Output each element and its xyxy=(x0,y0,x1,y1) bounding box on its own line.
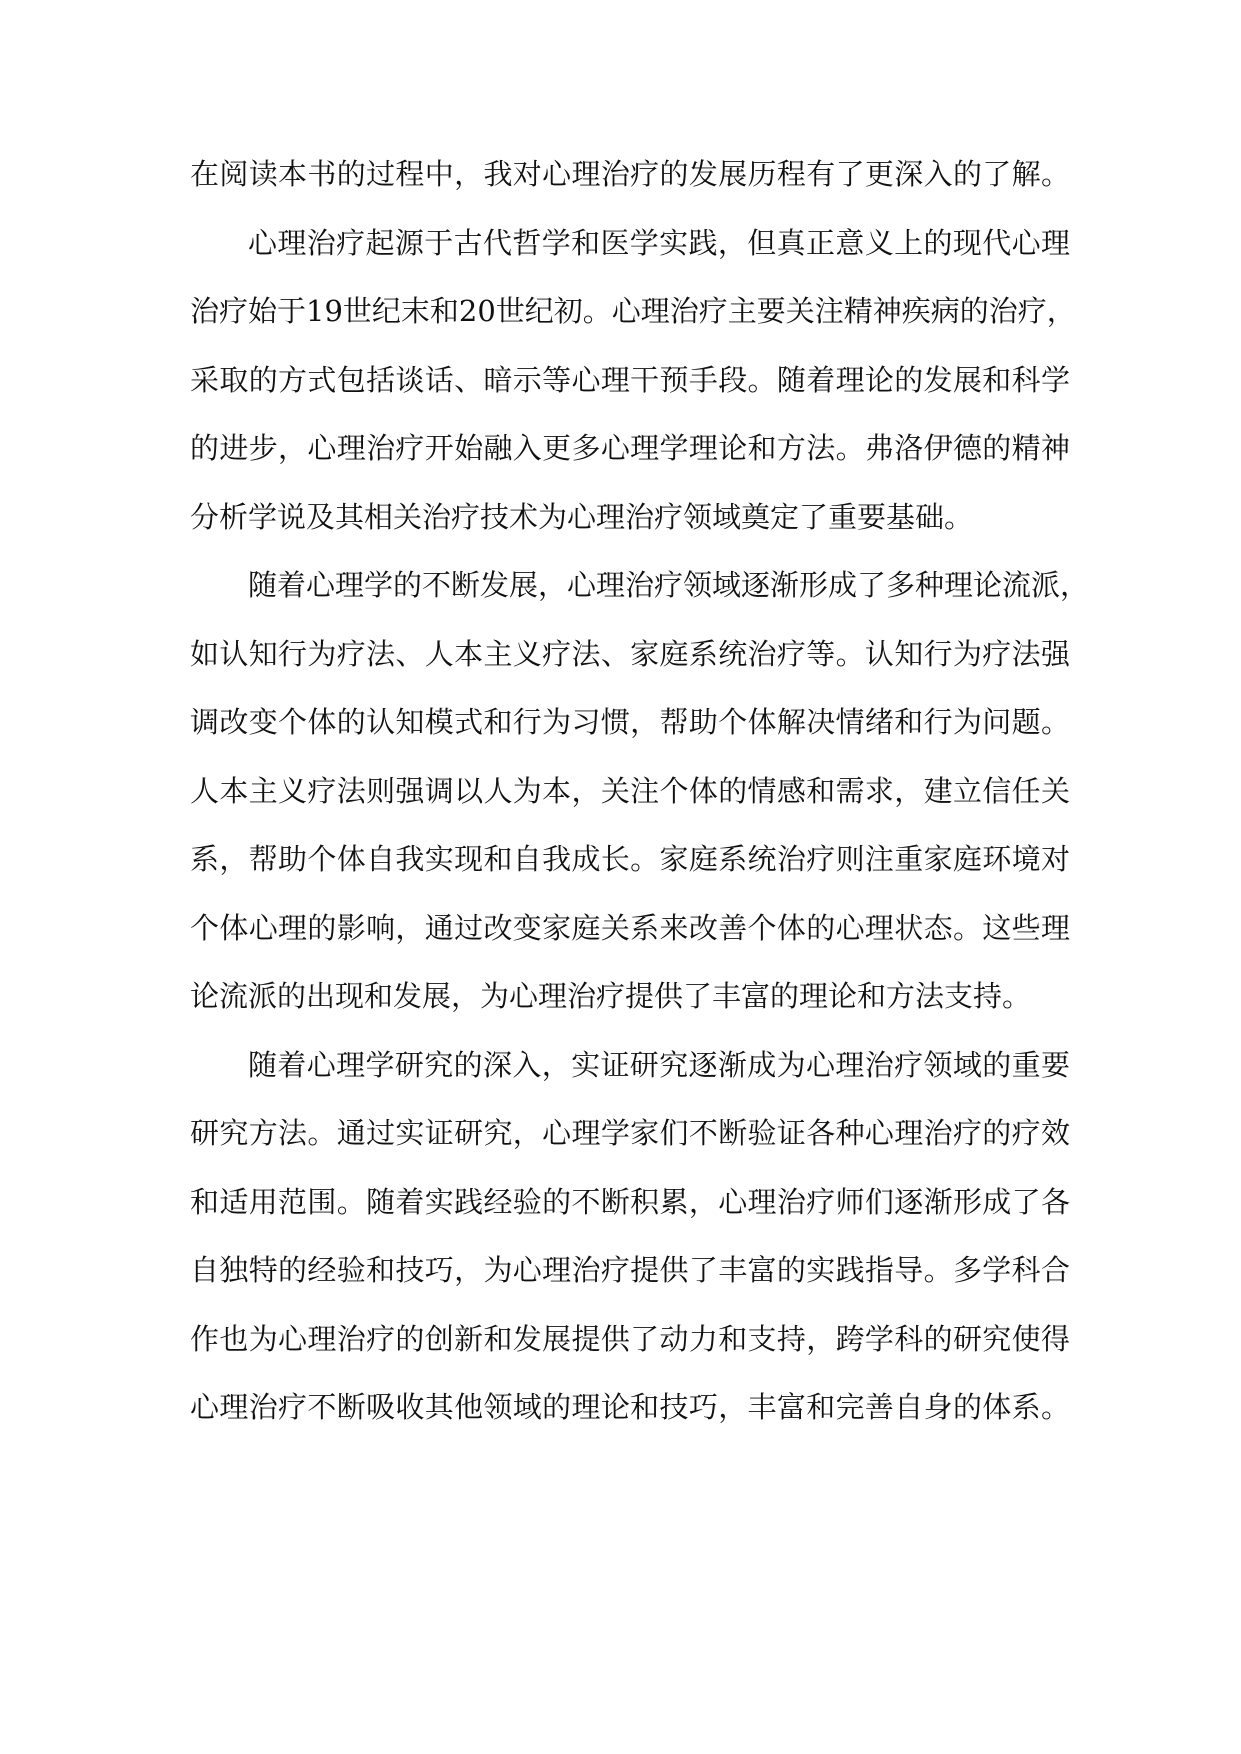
text-line: 自独特的经验和技巧，为心理治疗提供了丰富的实践指导。多学科合 xyxy=(190,1253,1070,1287)
body-text xyxy=(190,140,1090,1442)
text-line: 个体心理的影响，通过改变家庭关系来改善个体的心理状态。这些理 xyxy=(190,910,1070,945)
paragraph-first-line: 随着心理学研究的深入，实证研究逐渐成为心理治疗领域的重要 xyxy=(248,1047,1070,1082)
paragraph-last-line: 论流派的出现和发展，为心理治疗提供了丰富的理论和方法支持。 xyxy=(190,979,1032,1013)
paragraph-last-line: 分析学说及其相关治疗技术为心理治疗领域奠定了重要基础。 xyxy=(190,499,974,534)
text-line: 和适用范围。随着实践经验的不断积累，心理治疗师们逐渐形成了各 xyxy=(190,1184,1070,1219)
text-line: 治疗始于19世纪末和20世纪初。心理治疗主要关注精神疾病的治疗， xyxy=(190,294,1076,328)
text-line: 采取的方式包括谈话、暗示等心理干预手段。随着理论的发展和科学 xyxy=(190,362,1070,397)
text-line: 调改变个体的认知模式和行为习惯，帮助个体解决情绪和行为问题。 xyxy=(190,705,1070,739)
text-line: 研究方法。通过实证研究，心理学家们不断验证各种心理治疗的疗效 xyxy=(190,1116,1070,1150)
text-line: 系，帮助个体自我实现和自我成长。家庭系统治疗则注重家庭环境对 xyxy=(190,842,1070,876)
paragraph-first-line: 心理治疗起源于古代哲学和医学实践，但真正意义上的现代心理 xyxy=(248,225,1070,260)
text-line: 心理治疗不断吸收其他领域的理论和技巧，丰富和完善自身的体系。 xyxy=(190,1390,1070,1424)
text-line: 人本主义疗法则强调以人为本，关注个体的情感和需求，建立信任关 xyxy=(190,773,1070,808)
text-line: 的进步，心理治疗开始融入更多心理学理论和方法。弗洛伊德的精神 xyxy=(190,431,1070,465)
paragraph-first-line: 随着心理学的不断发展，心理治疗领域逐渐形成了多种理论流派， xyxy=(248,568,1090,602)
text-line: 在阅读本书的过程中，我对心理治疗的发展历程有了更深入的了解。 xyxy=(190,157,1070,191)
text-line: 作也为心理治疗的创新和发展提供了动力和支持，跨学科的研究使得 xyxy=(190,1321,1070,1356)
text-line: 如认知行为疗法、人本主义疗法、家庭系统治疗等。认知行为疗法强 xyxy=(190,636,1070,671)
